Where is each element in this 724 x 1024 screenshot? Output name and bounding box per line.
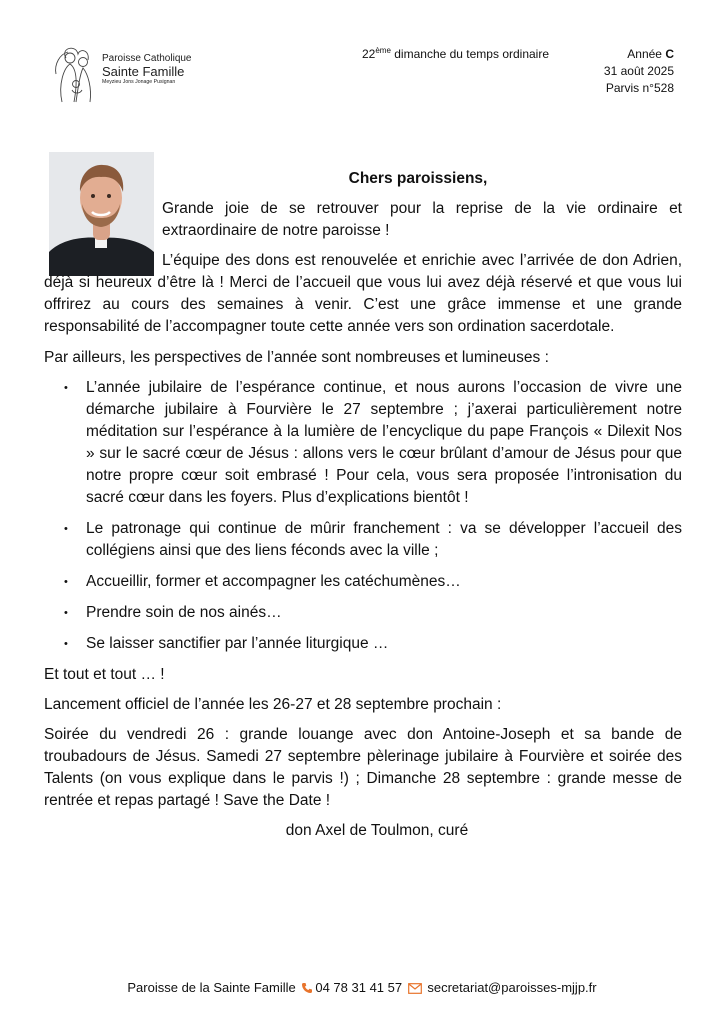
list-item: • Prendre soin de nos ainés… [44, 602, 682, 624]
footer-parish-name: Paroisse de la Sainte Famille [127, 980, 296, 995]
letter-paragraph-4: Et tout et tout … ! [44, 666, 165, 683]
letter-paragraph-1: Grande joie de se retrouver pour la reprise de la vie ordinaire et extraordinaire de notre paroisse ! [162, 200, 682, 239]
holy-family-logo-icon [52, 44, 102, 106]
envelope-icon [408, 982, 422, 997]
list-item: • Accueillir, former et accompagner les catéchumènes… [44, 571, 682, 593]
liturgical-year [604, 46, 674, 63]
perspectives-list [44, 377, 682, 655]
footer-email[interactable]: secretariat@paroisses-mjjp.fr [427, 980, 597, 995]
logo-line-2: Sainte Famille [102, 63, 185, 79]
letter-signature: don Axel de Toulmon, curé [285, 822, 469, 839]
logo-line-3: Meyzieu Jons Jonage Pusignan [102, 79, 176, 86]
letter-paragraph-5: Lancement officiel de l’année les 26-27 et 28 septembre prochain : [44, 696, 502, 713]
logo-line-1: Paroisse Catholique [102, 53, 192, 64]
sunday-title: dimanche du temps ordinaire [390, 47, 550, 61]
sunday-ordinal: ème [375, 46, 391, 55]
phone-icon [301, 982, 313, 997]
letter-paragraph-3: Par ailleurs, les perspectives de l’année sont nombreuses et lumineuses : [44, 349, 549, 366]
list-item: • L’année jubilaire de l’espérance continue, et nous aurons l’occasion de vivre une démarche jubilaire à Fourvière le 27 septembre ; j’axerai particulièrement notre méditation sur l’espérance à la lumière de l’encyclique du pape François « Dilexit Nos » sur le sacré cœur de Jésus : allons vers le cœur brûlant d’amour de Jésus pour que notre propre cœur soit embrasé ! Pour cela, vous sera proposée l’intronisation du sacré cœur dans les foyers. Plus d’explications bientôt ! [44, 377, 682, 509]
letter-paragraph-2: L’équipe des dons est renouvelée et enrichie avec l’arrivée de don Adrien, déjà si heureux d’être là ! Merci de l’accueil que vous lui avez déjà réservé et que vous lui offrirez au cours des semaines à venir. C’est une grâce immense et une grande responsabilité de l’accompagner toute cette année vers son ordination sacerdotale. [44, 252, 682, 335]
list-item: • Le patronage qui continue de mûrir franchement : va se développer l’accueil des collégiens ainsi que des liens féconds avec la ville ; [44, 518, 682, 562]
letter-salutation: Chers paroissiens, [348, 170, 488, 187]
sunday-number: 22 [362, 47, 376, 61]
issue-number: Parvis n°528 [605, 81, 674, 95]
letter-body [44, 168, 682, 858]
letter-paragraph-6: Soirée du vendredi 26 : grande louange avec don Antoine-Joseph et sa bande de troubadours de Jésus. Samedi 27 septembre pèlerinage jubilaire à Fourvière et soirée des Talents (on vous explique dans le parvis !) ; Dimanche 28 septembre : grande messe de rentrée et repas partagé ! Save the Date ! [44, 726, 682, 809]
page-footer [0, 980, 724, 997]
issue-info [604, 46, 674, 97]
parish-logo [52, 44, 202, 106]
issue-date: 31 août 2025 [603, 64, 674, 78]
logo-wordmark [102, 54, 192, 86]
liturgical-sunday [362, 46, 549, 63]
year-value: C [665, 47, 674, 61]
footer-phone[interactable]: 04 78 31 41 57 [315, 980, 403, 995]
year-label: Année [627, 47, 666, 61]
list-item: • Se laisser sanctifier par l’année liturgique … [44, 633, 682, 655]
